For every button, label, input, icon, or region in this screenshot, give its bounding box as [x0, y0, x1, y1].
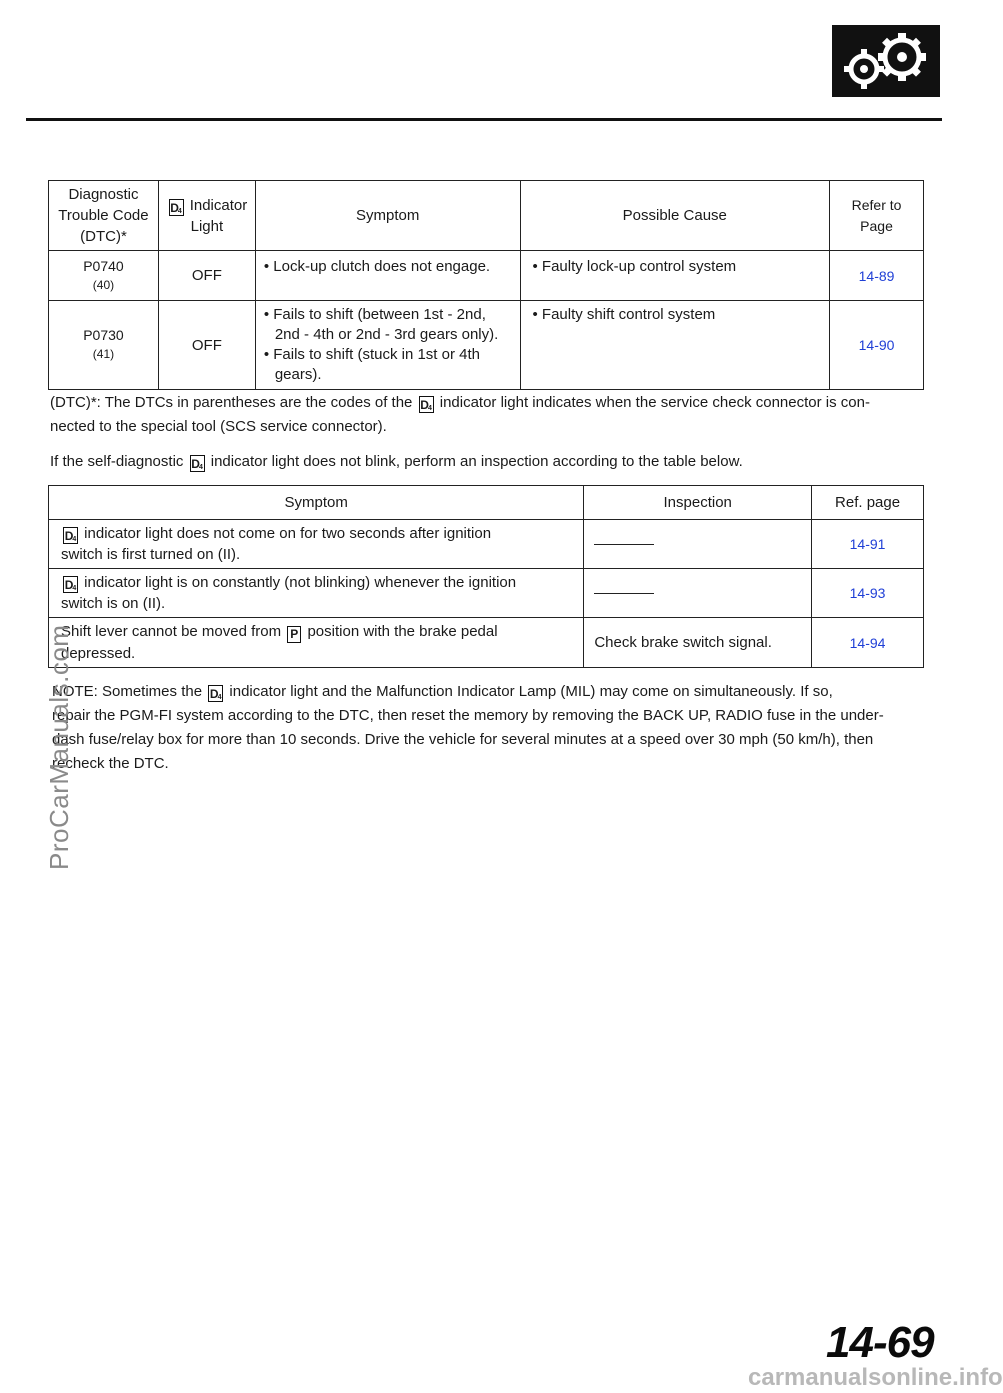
inspection-table [48, 485, 924, 668]
inspection-cell: Check brake switch signal. [584, 618, 812, 668]
header-refer: Refer to Page [830, 181, 924, 251]
cause-cell: • Faulty lock-up control system [520, 251, 830, 301]
symptom-cell: • Lock-up clutch does not engage. [255, 251, 520, 301]
header-indicator: $D_4$ Indicator Light [158, 181, 255, 251]
indicator-state: OFF [158, 301, 255, 390]
page-link[interactable]: 14-89 [830, 251, 924, 301]
indicator-state: OFF [158, 251, 255, 301]
symptom-cell: Shift lever cannot be moved from P position with the brake pedal depressed. [49, 618, 584, 668]
header-ref-page: Ref. page [812, 486, 924, 520]
d4-indicator-icon: $D_4$ [191, 457, 203, 471]
header-symptom: Symptom [49, 486, 584, 520]
cause-cell: • Faulty shift control system [520, 301, 830, 390]
top-rule [26, 118, 942, 121]
page-link[interactable]: 14-94 [812, 618, 924, 668]
symptom-cell: $D_4$ indicator light is on constantly (not blinking) whenever the ignition switch is on (II). [49, 569, 584, 618]
header-symptom: Symptom [255, 181, 520, 251]
header-dtc: Diagnostic Trouble Code (DTC)* [49, 181, 159, 251]
d4-indicator-icon: $D_4$ [170, 200, 182, 215]
header-inspection: Inspection [584, 486, 812, 520]
d4-indicator-icon: $D_4$ [209, 687, 222, 701]
d4-indicator-icon: $D_4$ [64, 578, 77, 592]
footer-watermark: carmanualsonline.info [748, 1364, 1003, 1391]
inspection-cell [584, 520, 812, 569]
table-row [49, 520, 924, 569]
symptom-cell: • Fails to shift (between 1st - 2nd, 2nd - 4th or 2nd - 3rd gears only). • Fails to shift (stuck in 1st or 4th gears). [255, 301, 520, 390]
blank-dash [594, 593, 654, 594]
dtc-code: P0730 (41) [49, 301, 159, 390]
page-link[interactable]: 14-93 [812, 569, 924, 618]
page-number: 14-69 [826, 1318, 934, 1367]
page-link[interactable]: 14-90 [830, 301, 924, 390]
dtc-table [48, 180, 924, 390]
inspection-intro: If the self-diagnostic $D_4$ indicator light does not blink, perform an inspection according to the table below. [50, 453, 743, 471]
dtc-code: P0740 (40) [49, 251, 159, 301]
side-watermark: ProCarManuals.com [44, 624, 74, 870]
d4-indicator-icon: $D_4$ [420, 398, 432, 412]
page-link[interactable]: 14-91 [812, 520, 924, 569]
p-position-icon: P [287, 626, 301, 643]
d4-indicator-icon: $D_4$ [64, 529, 77, 543]
table-row [49, 251, 924, 301]
gears-icon [832, 25, 940, 97]
dtc-footnote: (DTC)*: The DTCs in parentheses are the codes of the $D_4$ indicator light indicates when the service check connector is con- nected to the special tool (SCS service connector). [50, 394, 870, 435]
dtc-table-header [49, 181, 924, 251]
blank-dash [594, 544, 654, 545]
header-cause: Possible Cause [520, 181, 830, 251]
note-paragraph: NOTE: Sometimes the $D_4$ indicator light and the Malfunction Indicator Lamp (MIL) may come on simultaneously. If so, repair the PGM-FI system according to the DTC, then reset the memory by removing the BACK UP, RADIO fuse in the under- dash fuse/relay box for more than 10 seconds. Drive the vehicle for several minutes at a speed over 30 mph (50 km/h), then recheck the DTC. [52, 683, 884, 772]
table-row [49, 301, 924, 390]
inspection-cell [584, 569, 812, 618]
table-row [49, 618, 924, 668]
symptom-cell: $D_4$ indicator light does not come on for two seconds after ignition switch is first turned on (II). [49, 520, 584, 569]
inspection-table-header [49, 486, 924, 520]
table-row [49, 569, 924, 618]
